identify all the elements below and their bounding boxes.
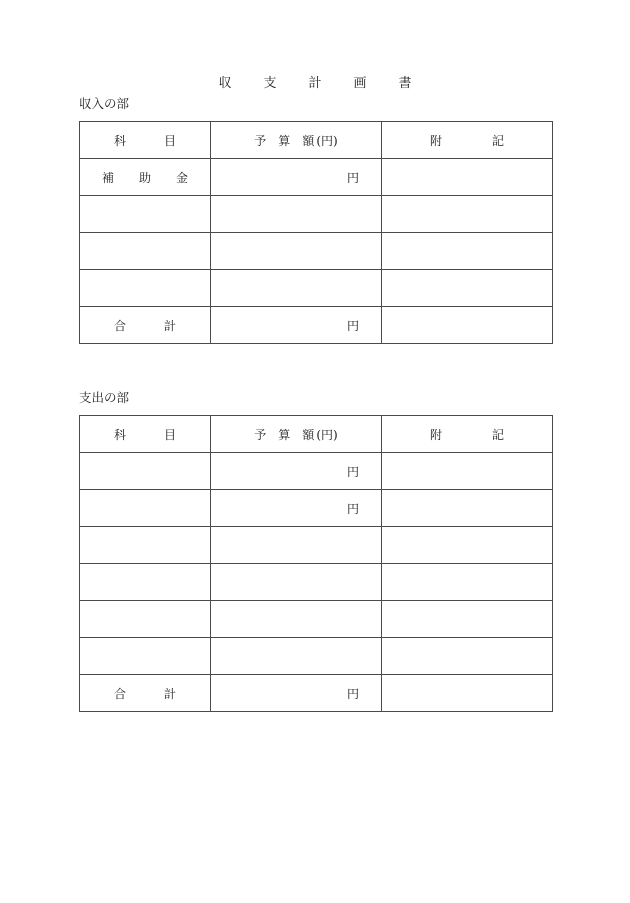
header-budget — [211, 416, 382, 453]
subject-char: 助 — [138, 170, 151, 185]
table-row — [80, 196, 553, 233]
note-cell[interactable] — [382, 196, 553, 233]
total-amount-cell[interactable]: 円 — [211, 675, 382, 712]
note-cell[interactable] — [382, 564, 553, 601]
total-row — [80, 675, 553, 712]
total-label-char: 計 — [163, 686, 176, 701]
amount-cell[interactable] — [211, 638, 382, 675]
subject-cell[interactable] — [80, 196, 211, 233]
amount-cell[interactable]: 円 — [211, 453, 382, 490]
table-row — [80, 233, 553, 270]
header-budget-char: 予 — [254, 133, 267, 148]
header-budget — [211, 122, 382, 159]
table-row — [80, 490, 553, 527]
subject-cell[interactable] — [80, 601, 211, 638]
note-cell[interactable] — [382, 453, 553, 490]
total-label-char: 合 — [114, 686, 127, 701]
subject-cell[interactable] — [80, 527, 211, 564]
table-row — [80, 159, 553, 196]
table-row — [80, 564, 553, 601]
income-section-label: 収入の部 — [79, 96, 130, 111]
total-note-cell[interactable] — [382, 307, 553, 344]
expense-section-label: 支出の部 — [79, 390, 130, 405]
table-row — [80, 638, 553, 675]
header-budget-unit: (円) — [316, 427, 338, 442]
header-note-char: 記 — [491, 427, 504, 442]
income-table — [79, 121, 553, 344]
note-cell[interactable] — [382, 270, 553, 307]
title-char: 収 — [218, 76, 232, 91]
amount-cell[interactable]: 円 — [211, 159, 382, 196]
amount-cell[interactable] — [211, 270, 382, 307]
table-row — [80, 601, 553, 638]
expense-header-row — [80, 416, 553, 453]
note-cell[interactable] — [382, 638, 553, 675]
total-label-cell — [80, 675, 211, 712]
expense-table — [79, 415, 553, 712]
amount-cell[interactable]: 円 — [211, 490, 382, 527]
table-row — [80, 527, 553, 564]
subject-cell[interactable] — [80, 270, 211, 307]
note-cell[interactable] — [382, 601, 553, 638]
header-note-char: 附 — [430, 133, 443, 148]
total-label-char: 計 — [163, 318, 176, 333]
amount-cell[interactable] — [211, 564, 382, 601]
title-char: 画 — [353, 76, 367, 91]
header-budget-char: 額 — [302, 133, 315, 148]
note-cell[interactable] — [382, 527, 553, 564]
subject-cell[interactable] — [80, 490, 211, 527]
amount-cell[interactable] — [211, 233, 382, 270]
subject-char: 金 — [175, 170, 188, 185]
header-subject-char: 目 — [163, 133, 176, 148]
note-cell[interactable] — [382, 490, 553, 527]
table-row — [80, 453, 553, 490]
income-header-row — [80, 122, 553, 159]
header-budget-char: 予 — [254, 427, 267, 442]
header-subject-char: 科 — [114, 133, 127, 148]
header-budget-char: 算 — [278, 133, 291, 148]
title-char: 支 — [263, 76, 277, 91]
total-row — [80, 307, 553, 344]
total-amount-cell[interactable]: 円 — [211, 307, 382, 344]
header-subject-char: 科 — [114, 427, 127, 442]
amount-cell[interactable] — [211, 196, 382, 233]
header-note-char: 記 — [491, 133, 504, 148]
subject-cell[interactable] — [80, 233, 211, 270]
table-row — [80, 270, 553, 307]
subject-cell[interactable] — [80, 453, 211, 490]
header-note — [382, 416, 553, 453]
header-note — [382, 122, 553, 159]
title-char: 書 — [398, 76, 412, 91]
subject-cell[interactable] — [80, 159, 211, 196]
header-note-char: 附 — [430, 427, 443, 442]
note-cell[interactable] — [382, 159, 553, 196]
document-title — [0, 72, 630, 91]
header-budget-char: 額 — [302, 427, 315, 442]
total-note-cell[interactable] — [382, 675, 553, 712]
header-budget-char: 算 — [278, 427, 291, 442]
subject-char: 補 — [102, 170, 115, 185]
header-subject-char: 目 — [163, 427, 176, 442]
note-cell[interactable] — [382, 233, 553, 270]
subject-cell[interactable] — [80, 638, 211, 675]
header-budget-unit: (円) — [316, 133, 338, 148]
amount-cell[interactable] — [211, 527, 382, 564]
total-label-cell — [80, 307, 211, 344]
header-subject — [80, 122, 211, 159]
title-char: 計 — [308, 76, 322, 91]
amount-cell[interactable] — [211, 601, 382, 638]
subject-cell[interactable] — [80, 564, 211, 601]
total-label-char: 合 — [114, 318, 127, 333]
header-subject — [80, 416, 211, 453]
